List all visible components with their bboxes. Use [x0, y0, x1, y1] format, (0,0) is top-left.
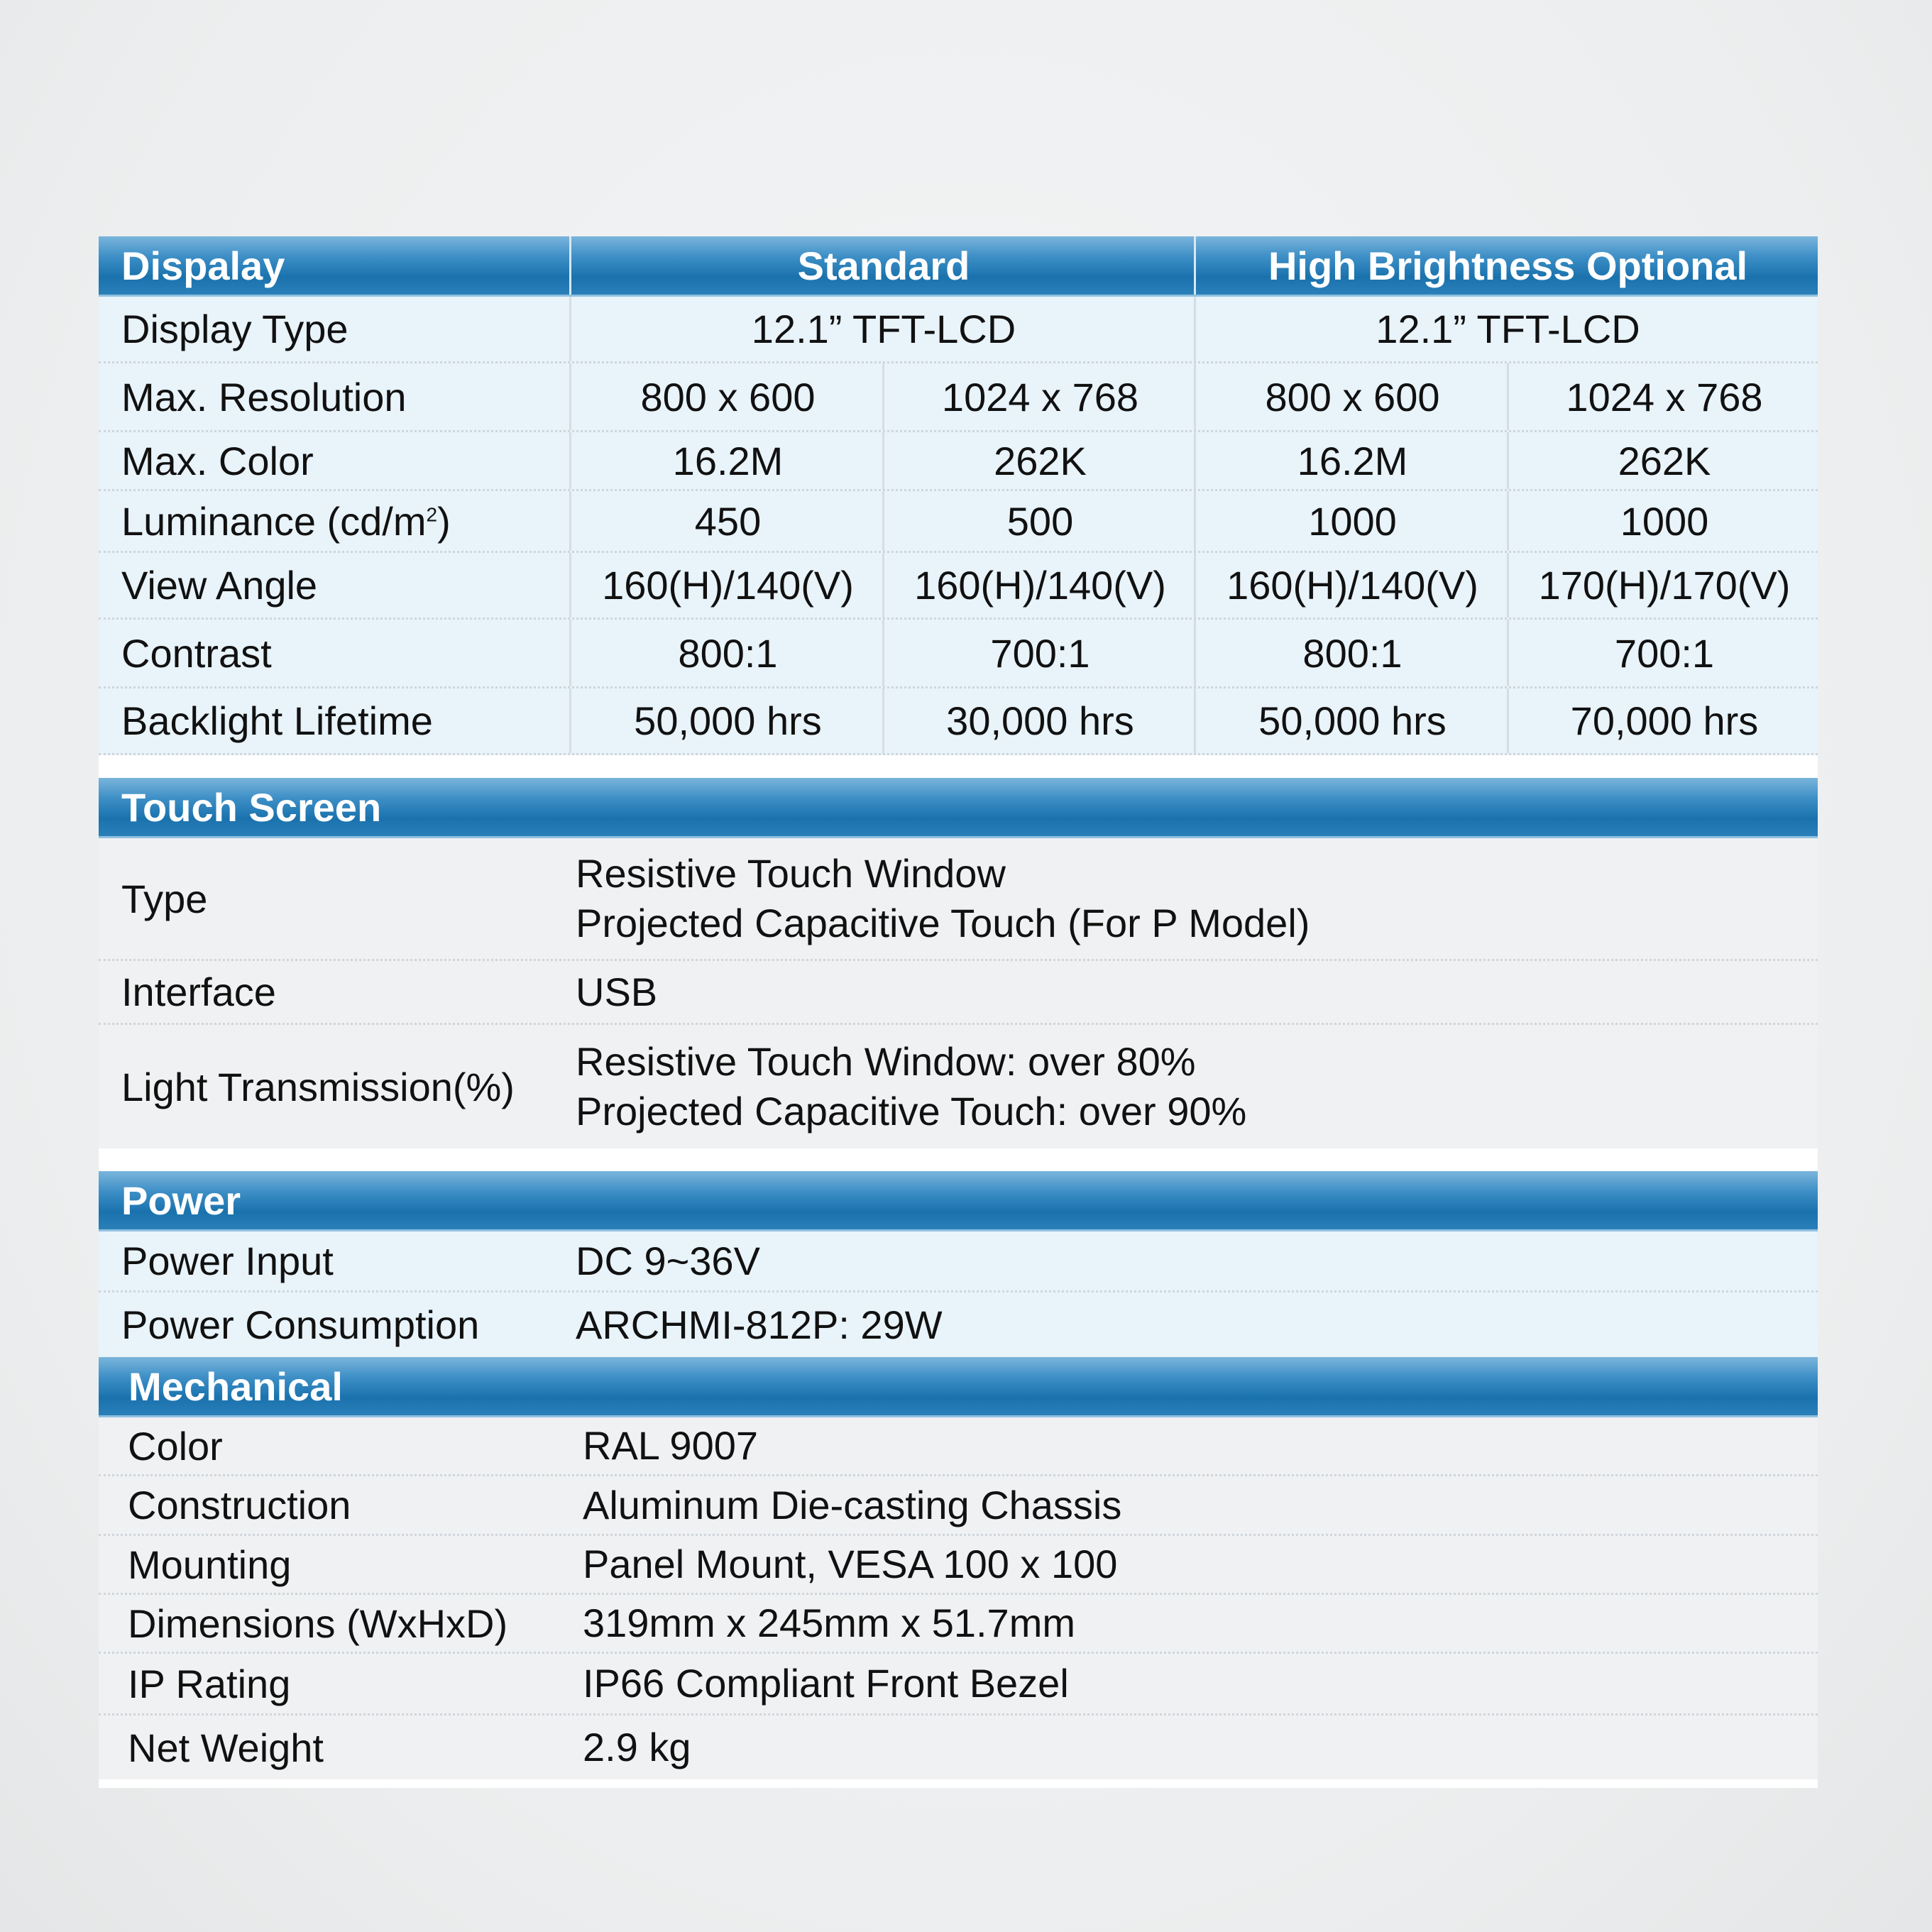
row-label: Power Input — [121, 1239, 334, 1283]
row-label: Display Type — [121, 307, 348, 351]
cell: 1000 — [1507, 491, 1820, 551]
cell: 12.1” TFT-LCD — [1194, 297, 1820, 361]
cell: 262K — [1507, 432, 1820, 489]
mechanical-rows — [99, 1417, 1818, 1788]
cell: 70,000 hrs — [1507, 688, 1820, 753]
row-label: Net Weight — [128, 1725, 324, 1770]
row-value: Panel Mount, VESA 100 x 100 — [583, 1542, 1118, 1586]
row-label: IP Rating — [128, 1661, 291, 1706]
row-label: Contrast — [121, 630, 272, 676]
touch-section-header — [99, 778, 1818, 838]
table-row — [99, 297, 1818, 363]
cell: 1024 x 768 — [1507, 363, 1820, 430]
cell: 12.1” TFT-LCD — [569, 297, 1196, 361]
section-title: Mechanical — [128, 1363, 343, 1409]
cell: 800 x 600 — [569, 363, 884, 430]
row-value: USB — [576, 969, 658, 1014]
row-label: Dimensions (WxHxD) — [128, 1601, 508, 1646]
section-title: Power — [121, 1178, 241, 1223]
cell: 160(H)/140(V) — [882, 553, 1196, 618]
row-value: ARCHMI-812P: 29W — [576, 1302, 943, 1347]
table-row — [99, 961, 1818, 1025]
row-label: Max. Resolution — [121, 374, 407, 419]
cell: 500 — [882, 491, 1196, 551]
section-gap — [99, 755, 1818, 778]
row-label: Luminance $(cd/m^2)$ — [121, 498, 451, 544]
cell: 800:1 — [569, 620, 884, 686]
table-row — [99, 1292, 1818, 1357]
row-value: DC 9~36V — [576, 1238, 760, 1283]
row-label: Color — [128, 1423, 223, 1469]
table-row — [99, 1476, 1818, 1536]
row-value: 2.9 kg — [583, 1725, 691, 1769]
row-label: Light Transmission(%) — [121, 1064, 515, 1109]
high-brightness-column-header: High Brightness Optional — [1194, 236, 1820, 295]
mechanical-section-header — [99, 1357, 1818, 1417]
table-row — [99, 1595, 1818, 1654]
row-label: Max. Color — [121, 438, 314, 483]
cell: 16.2M — [1194, 432, 1509, 489]
cell: 262K — [882, 432, 1196, 489]
table-row — [99, 553, 1818, 620]
table-row — [99, 1231, 1818, 1292]
row-label: View Angle — [121, 563, 318, 608]
table-row — [99, 1716, 1818, 1779]
table-row — [99, 838, 1818, 961]
section-gap — [99, 1148, 1818, 1171]
row-value: RAL 9007 — [583, 1423, 758, 1468]
row-value: 319mm x 245mm x 51.7mm — [583, 1601, 1075, 1645]
row-label: Interface — [121, 970, 276, 1014]
cell: 160(H)/140(V) — [569, 553, 884, 618]
table-bottom-edge — [99, 1779, 1818, 1788]
row-label: Backlight Lifetime — [121, 698, 433, 743]
row-label: Construction — [128, 1483, 351, 1527]
row-label: Power Consumption — [121, 1302, 480, 1347]
table-row — [99, 620, 1818, 688]
standard-column-header: Standard — [569, 236, 1196, 295]
row-label: Mounting — [128, 1542, 292, 1587]
table-row — [99, 1025, 1818, 1148]
row-value: IP66 Compliant Front Bezel — [583, 1661, 1069, 1706]
cell: 1000 — [1194, 491, 1509, 551]
table-row — [99, 688, 1818, 755]
cell: 50,000 hrs — [569, 688, 884, 753]
cell: 450 — [569, 491, 884, 551]
cell: 1024 x 768 — [882, 363, 1196, 430]
table-row — [99, 1654, 1818, 1716]
cell: 800:1 — [1194, 620, 1509, 686]
row-label: Type — [121, 876, 208, 921]
table-row — [99, 432, 1818, 491]
row-value: Aluminum Die-casting Chassis — [583, 1482, 1122, 1527]
cell: 700:1 — [882, 620, 1196, 686]
display-section-header — [99, 236, 1818, 297]
cell: 700:1 — [1507, 620, 1820, 686]
table-row — [99, 491, 1818, 553]
section-title: Touch Screen — [121, 784, 382, 830]
section-title: Dispalay — [121, 243, 285, 288]
table-row — [99, 363, 1818, 432]
row-value: Resistive Touch Window: over 80% Projected Capacitive Touch: over 90% — [576, 1039, 1247, 1134]
spec-table — [99, 236, 1818, 1788]
row-value: Resistive Touch Window Projected Capacitive Touch (For P Model) — [576, 851, 1310, 945]
cell: 30,000 hrs — [882, 688, 1196, 753]
cell: 50,000 hrs — [1194, 688, 1509, 753]
cell: 160(H)/140(V) — [1194, 553, 1509, 618]
power-section-header — [99, 1171, 1818, 1231]
cell: 800 x 600 — [1194, 363, 1509, 430]
cell: 16.2M — [569, 432, 884, 489]
table-row — [99, 1417, 1818, 1476]
table-row — [99, 1536, 1818, 1595]
cell: 170(H)/170(V) — [1507, 553, 1820, 618]
